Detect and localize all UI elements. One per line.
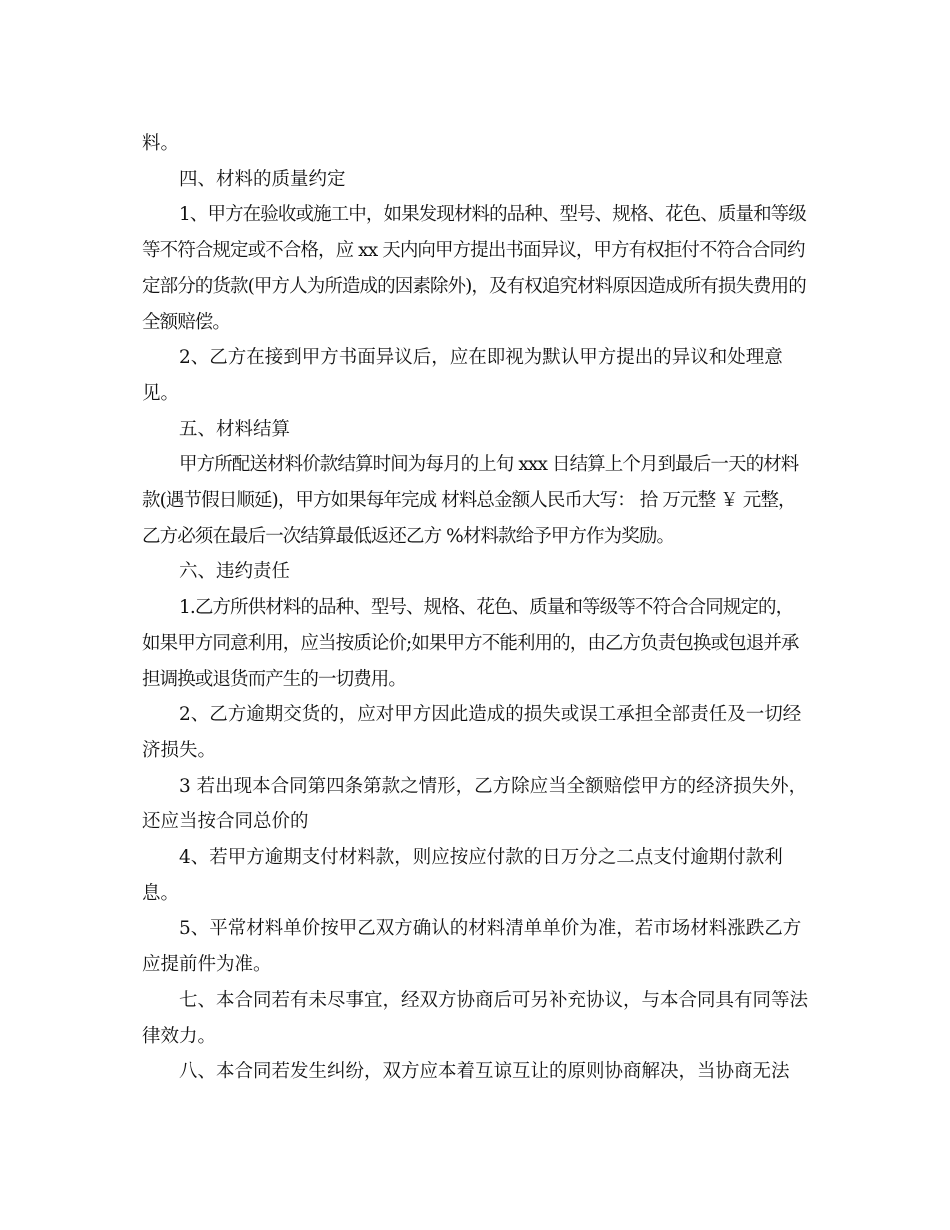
paragraph-liability-4: 4、若甲方逾期支付材料款，则应按应付款的日万分之二点支付逾期付款利息。 bbox=[142, 847, 783, 904]
section-heading-dispute: 八、本合同若发生纠纷，双方应本着互谅互让的原则协商解决，当协商无法 bbox=[179, 1061, 790, 1083]
paragraph-quality-2: 2、乙方在接到甲方书面异议后，应在即视为默认甲方提出的异议和处理意见。 bbox=[142, 347, 783, 404]
section-heading-liability: 六、违约责任 bbox=[179, 561, 291, 583]
paragraph-settlement: 甲方所配送材料价款结算时间为每月的上旬 xxx 日结算上个月到最后一天的材料款(遇节假日顺延)，甲方如果每年完成 材料总金额人民币大写： 拾 万元整 ￥ 元整，乙方必须在最后一次结算最低返还乙方 %材料款给予甲方作为奖励。 bbox=[142, 454, 799, 547]
paragraph-liability-5: 5、平常材料单价按甲乙双方确认的材料清单单价为准，若市场材料涨跌乙方应提前件为准。 bbox=[142, 918, 802, 976]
section-heading-supplement: 七、本合同若有未尽事宜，经双方协商后可另补充协议，与本合同具有同等法律效力。 bbox=[142, 989, 809, 1047]
paragraph-liability-1: 1.乙方所供材料的品种、型号、规格、花色、质量和等级等不符合合同规定的，如果甲方同意利用，应当按质论价;如果甲方不能利用的，由乙方负责包换或包退并承担调换或退货而产生的一切费用。 bbox=[142, 597, 799, 690]
paragraph-continuation: 料。 bbox=[142, 133, 180, 154]
paragraph-liability-2: 2、乙方逾期交货的，应对甲方因此造成的损失或误工承担全部责任及一切经济损失。 bbox=[142, 704, 802, 761]
document-body bbox=[142, 126, 808, 1090]
paragraph-quality-1: 1、甲方在验收或施工中，如果发现材料的品种、型号、规格、花色、质量和等级等不符合规定或不合格，应 xx 天内向甲方提出书面异议，甲方有权拒付不符合合同约定部分的货款(甲方人为所造成的因素除外)，及有权追究材料原因造成所有损失费用的全额赔偿。 bbox=[142, 204, 806, 333]
paragraph-liability-3: 3 若出现本合同第四条第款之情形，乙方除应当全额赔偿甲方的经济损失外，还应当按合同总价的 bbox=[142, 775, 808, 833]
section-heading-quality: 四、材料的质量约定 bbox=[179, 168, 346, 190]
section-heading-settlement: 五、材料结算 bbox=[179, 418, 291, 440]
